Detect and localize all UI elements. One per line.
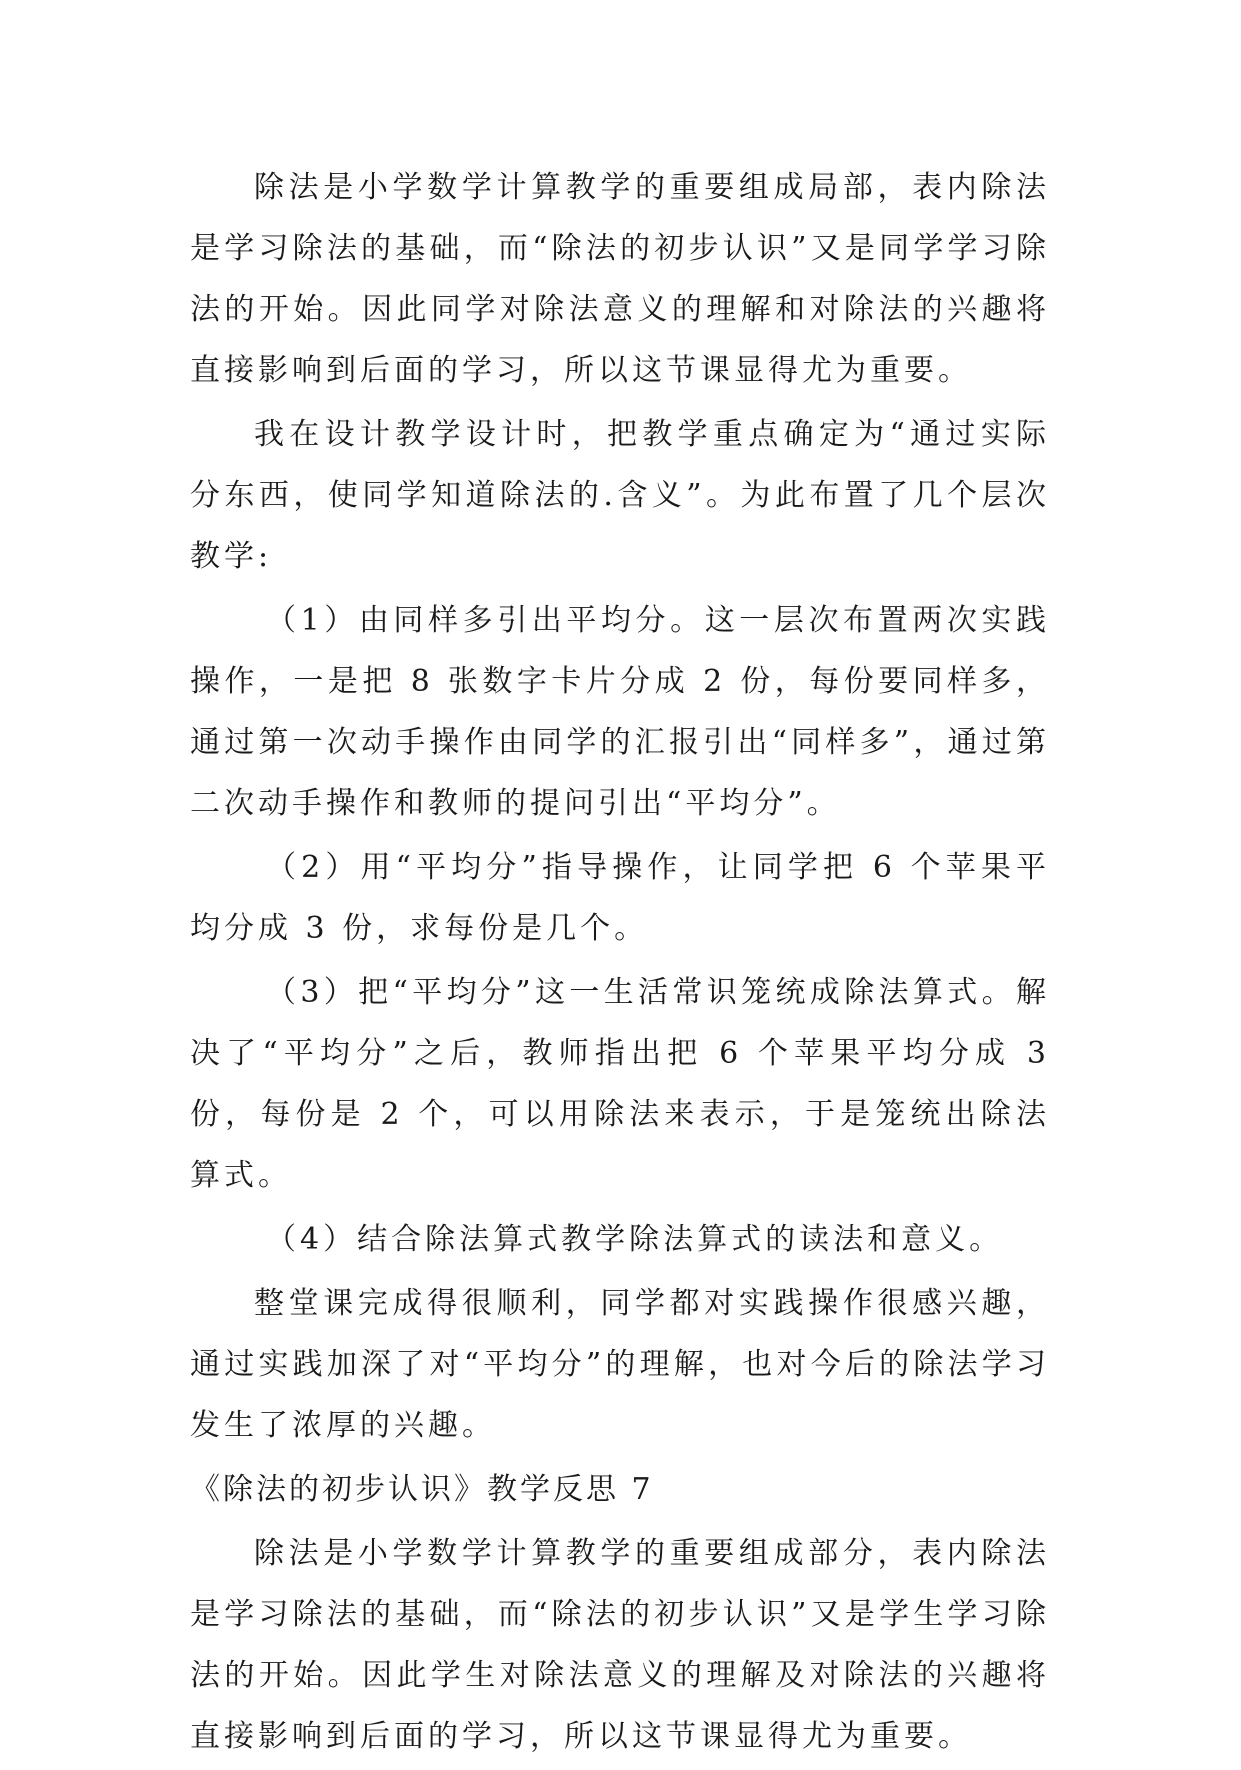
paragraph-step-2: （2）用“平均分”指导操作，让同学把 6 个苹果平均分成 3 份，求每份是几个。	[190, 850, 1050, 946]
paragraph-step-4: （4）结合除法算式教学除法算式的读法和意义。	[266, 1222, 1004, 1257]
paragraph-step-3: （3）把“平均分”这一生活常识笼统成除法算式。解决了“平均分”之后，教师指出把 6 个苹果平均分成 3 份，每份是 2 个，可以用除法来表示，于是笼统出除法算式。	[190, 975, 1050, 1193]
paragraph-section-intro: 除法是小学数学计算教学的重要组成部分，表内除法是学习除法的基础，而“除法的初步认识”又是学生学习除法的开始。因此学生对除法意义的理解及对除法的兴趣将直接影响到后面的学习，所以这节课显得尤为重要。	[190, 1536, 1050, 1754]
paragraph-conclusion: 整堂课完成得很顺利，同学都对实践操作很感兴趣，通过实践加深了对“平均分”的理解，也对今后的除法学习发生了浓厚的兴趣。	[190, 1286, 1050, 1443]
paragraph-step-1: （1）由同样多引出平均分。这一层次布置两次实践操作，一是把 8 张数字卡片分成 2 份，每份要同样多，通过第一次动手操作由同学的汇报引出“同样多”，通过第二次动手操作和教师的提问引出“平均分”。	[190, 603, 1050, 821]
paragraph-intro: 除法是小学数学计算教学的重要组成局部，表内除法是学习除法的基础，而“除法的初步认识”又是同学学习除法的开始。因此同学对除法意义的理解和对除法的兴趣将直接影响到后面的学习，所以这节课显得尤为重要。	[190, 170, 1050, 388]
document-page	[190, 157, 1050, 1770]
paragraph-design: 我在设计教学设计时，把教学重点确定为“通过实际分东西，使同学知道除法的.含义”。为此布置了几个层次教学:	[190, 417, 1050, 574]
section-heading: 《除法的初步认识》教学反思 7	[190, 1472, 654, 1507]
